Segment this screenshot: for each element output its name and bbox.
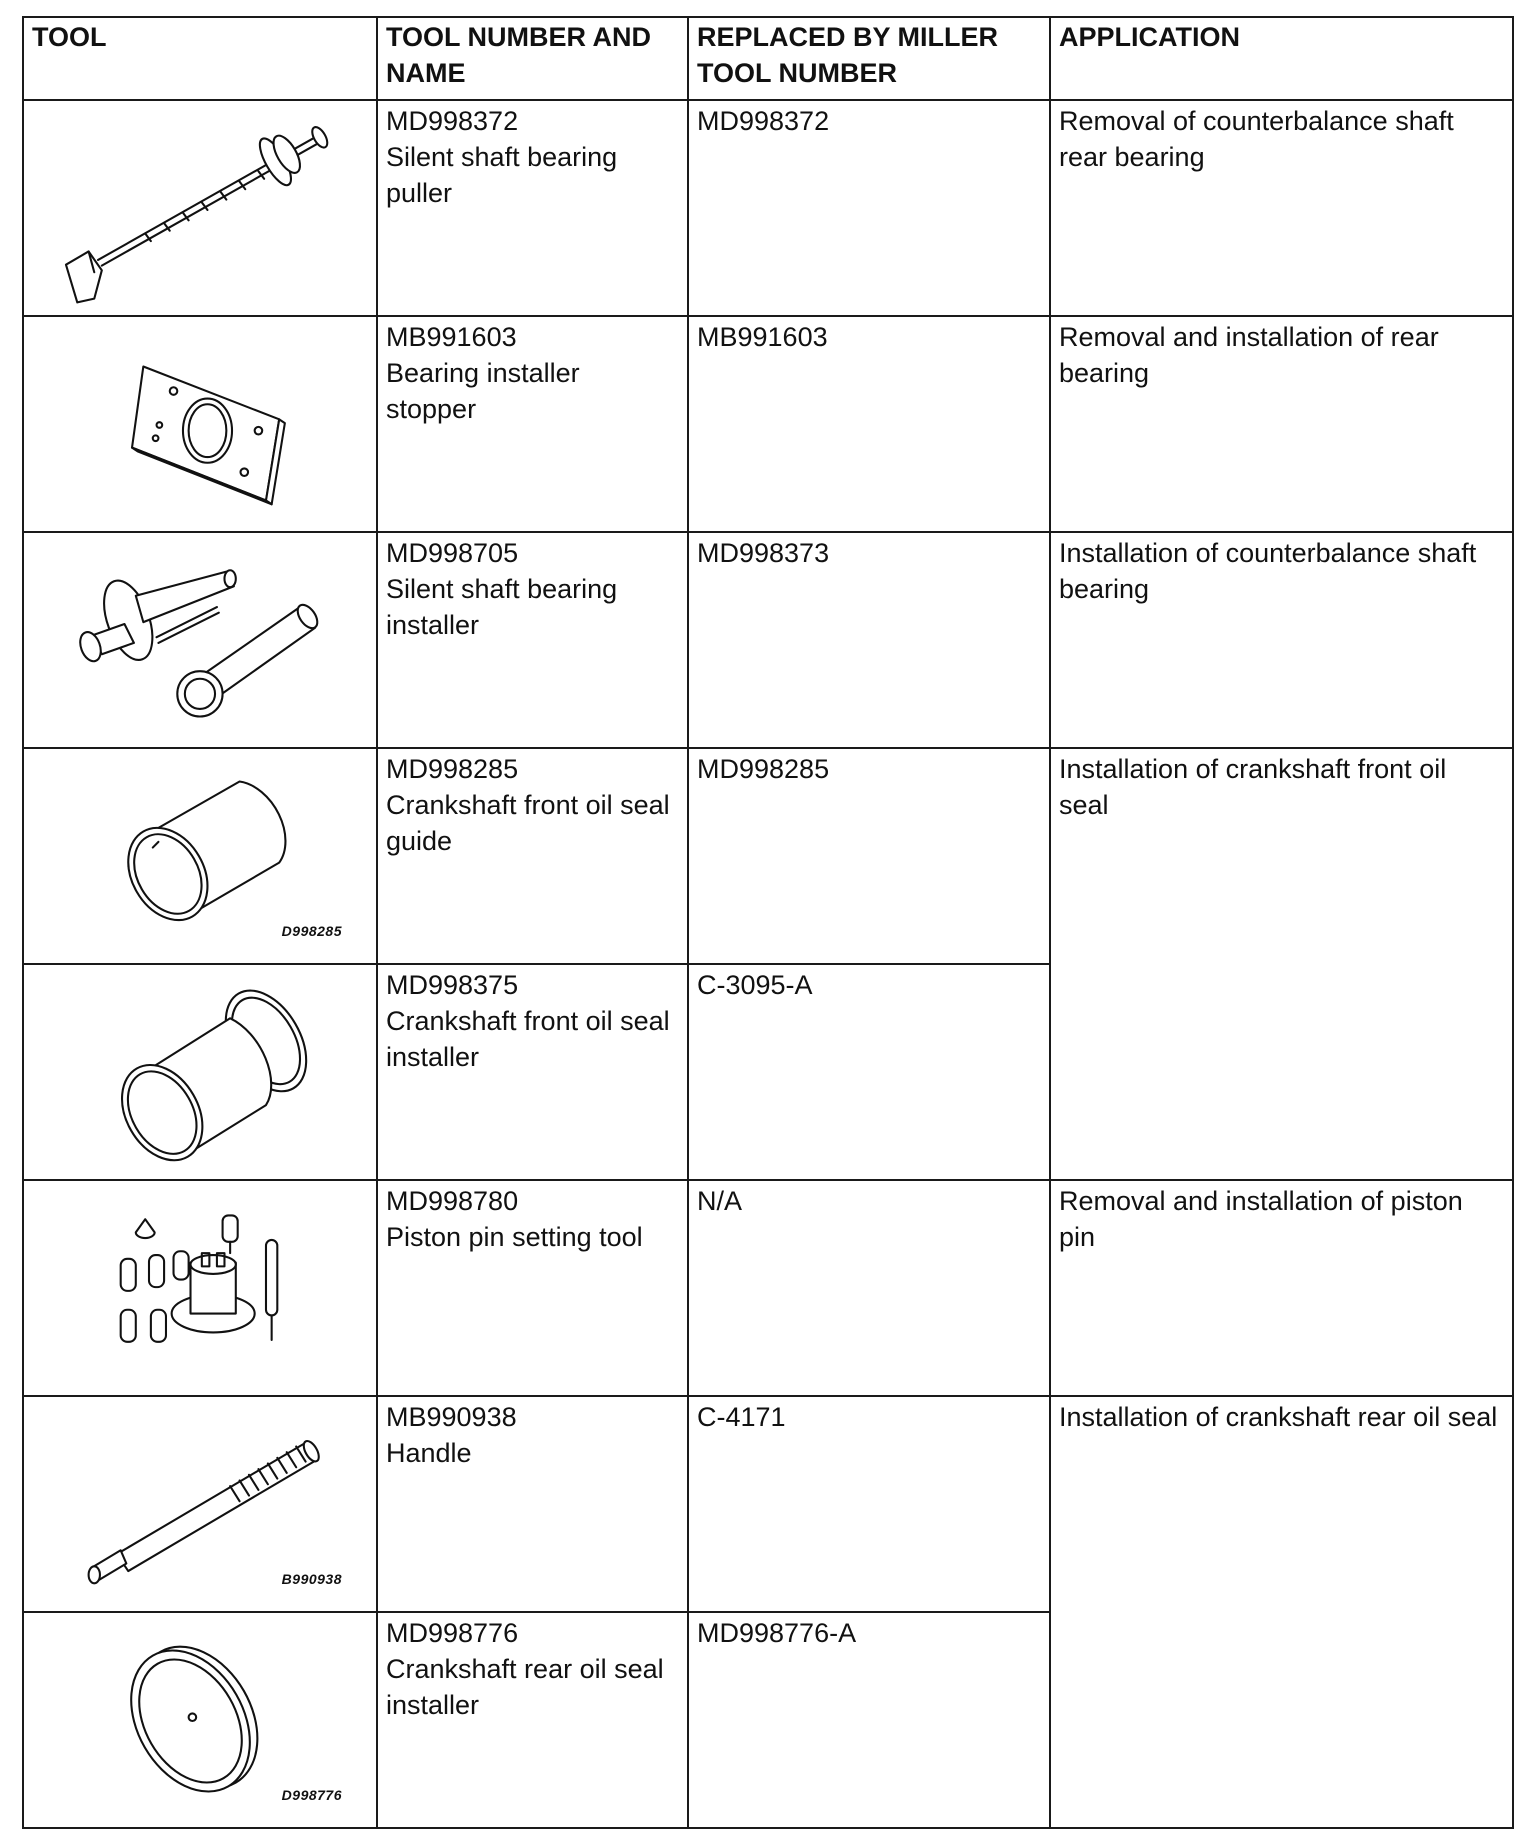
tool-number-name-cell [377, 1396, 688, 1612]
application-cell: Installation of crankshaft rear oil seal [1050, 1396, 1513, 1828]
tool-name: Bearing installer stopper [386, 358, 580, 424]
table-row [23, 1180, 1513, 1396]
miller-number-cell: C-3095-A [688, 964, 1050, 1180]
tool-number: MB991603 [386, 322, 517, 352]
table-row [23, 100, 1513, 316]
installer-stopper-plate-icon [32, 319, 366, 531]
tool-image-cell [23, 100, 377, 316]
tool-number: MD998705 [386, 538, 519, 568]
tool-number: MD998375 [386, 970, 519, 1000]
tool-image-cell [23, 748, 377, 964]
miller-number-cell: MD998776-A [688, 1612, 1050, 1828]
header-tool: TOOL [23, 17, 377, 100]
tool-image-caption: B990938 [281, 1571, 342, 1587]
tool-image-cell [23, 316, 377, 532]
tool-number-name-cell [377, 964, 688, 1180]
header-miller-tool-number: REPLACED BY MILLER TOOL NUMBER [688, 17, 1050, 100]
tool-number: MD998372 [386, 106, 519, 136]
header-tool-number-name: TOOL NUMBER AND NAME [377, 17, 688, 100]
table-row [23, 532, 1513, 748]
tool-number-name-cell [377, 1180, 688, 1396]
bearing-installer-set-icon [32, 535, 366, 747]
tool-name: Crankshaft front oil seal installer [386, 1006, 670, 1072]
header-row [23, 17, 1513, 100]
seal-installer-cup-icon [32, 967, 366, 1179]
application-cell: Removal of counterbalance shaft rear bearing [1050, 100, 1513, 316]
tool-number: MD998776 [386, 1618, 519, 1648]
tool-image-cell [23, 1180, 377, 1396]
special-tools-table [22, 16, 1514, 1829]
tool-name: Crankshaft front oil seal guide [386, 790, 670, 856]
tool-image-cell [23, 1396, 377, 1612]
tool-image-caption: D998285 [281, 923, 342, 939]
tool-number-name-cell [377, 532, 688, 748]
bearing-puller-icon [32, 103, 366, 315]
tool-image-cell [23, 532, 377, 748]
tool-number: MB990938 [386, 1402, 517, 1432]
table-row [23, 1396, 1513, 1612]
application-cell: Removal and installation of rear bearing [1050, 316, 1513, 532]
miller-number-cell: MD998373 [688, 532, 1050, 748]
tool-number: MD998780 [386, 1186, 519, 1216]
miller-number-cell: N/A [688, 1180, 1050, 1396]
piston-pin-tool-set-icon [32, 1183, 366, 1395]
tool-number: MD998285 [386, 754, 519, 784]
tool-name: Crankshaft rear oil seal installer [386, 1654, 664, 1720]
tool-name: Handle [386, 1438, 472, 1468]
application-cell: Installation of counterbalance shaft bearing [1050, 532, 1513, 748]
tool-image-cell [23, 1612, 377, 1828]
miller-number-cell: C-4171 [688, 1396, 1050, 1612]
application-cell: Removal and installation of piston pin [1050, 1180, 1513, 1396]
tool-number-name-cell [377, 100, 688, 316]
tool-number-name-cell [377, 1612, 688, 1828]
tool-name: Silent shaft bearing installer [386, 574, 618, 640]
miller-number-cell: MD998285 [688, 748, 1050, 964]
tool-number-name-cell [377, 748, 688, 964]
miller-number-cell: MD998372 [688, 100, 1050, 316]
application-cell: Installation of crankshaft front oil seal [1050, 748, 1513, 1180]
tool-name: Piston pin setting tool [386, 1222, 643, 1252]
tool-image-caption: D998776 [281, 1787, 342, 1803]
tool-name: Silent shaft bearing puller [386, 142, 618, 208]
table-row [23, 748, 1513, 964]
tool-number-name-cell [377, 316, 688, 532]
tool-image-cell [23, 964, 377, 1180]
header-application: APPLICATION [1050, 17, 1513, 100]
miller-number-cell: MB991603 [688, 316, 1050, 532]
table-row [23, 316, 1513, 532]
